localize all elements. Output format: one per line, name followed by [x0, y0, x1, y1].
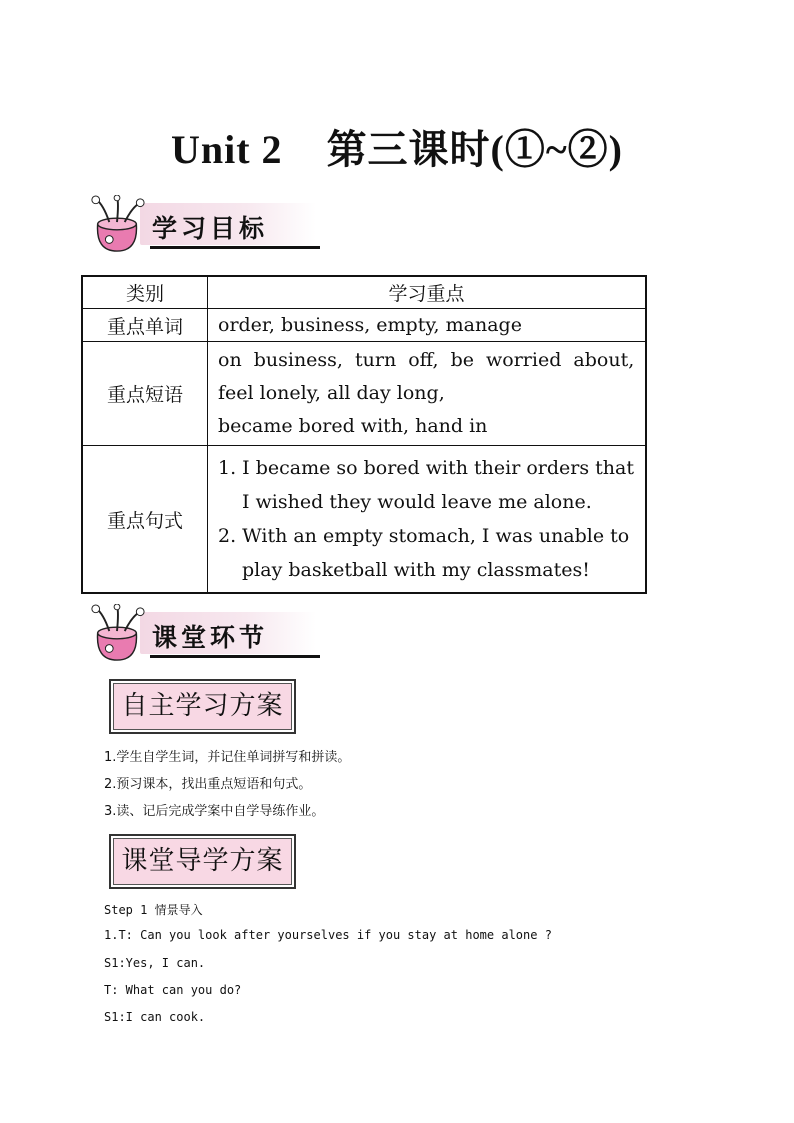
phrase-line: feel lonely, all day long,	[218, 382, 445, 404]
goals-section-header	[80, 193, 320, 253]
classroom-section-title: 课堂环节	[152, 623, 269, 652]
class-guide-label: 课堂导学方案	[109, 834, 296, 889]
classroom-section-header	[80, 602, 320, 662]
dialogue-line: T: What can you do?	[104, 983, 242, 997]
phrase-line: became bored with, hand in	[218, 415, 488, 437]
row-content: order, business, empty, manage	[208, 309, 647, 342]
goals-table	[81, 275, 647, 594]
goals-section-title: 学习目标	[152, 214, 269, 243]
unit-label: Unit 2	[170, 127, 283, 172]
flower-pot-icon	[88, 195, 146, 253]
row-content	[208, 446, 647, 594]
table-row	[82, 342, 646, 446]
dialogue-line: 1.T: Can you look after yourselves if you stay at home alone ?	[104, 928, 552, 942]
dialogue-line: S1:I can cook.	[104, 1010, 206, 1024]
table-row	[82, 309, 646, 342]
header-category: 类别	[82, 276, 208, 309]
table-header-row	[82, 276, 646, 309]
self-study-label: 自主学习方案	[109, 679, 296, 734]
row-category: 重点短语	[82, 342, 208, 446]
row-content	[208, 342, 647, 446]
flower-pot-icon	[88, 604, 146, 662]
table-row	[82, 446, 646, 594]
header-focus: 学习重点	[208, 276, 647, 309]
row-category: 重点单词	[82, 309, 208, 342]
phrase-line: on business, turn off, be worried about,	[218, 349, 635, 371]
list-item: 2.预习课本，找出重点短语和句式。	[104, 777, 312, 792]
sentence-item: 1. I became so bored with their orders that I wished they would leave me alone.	[218, 457, 634, 513]
sentence-item: 2. With an empty stomach, I was unable to play basketball with my classmates!	[218, 525, 630, 581]
dialogue-line: S1:Yes, I can.	[104, 956, 206, 970]
page-title	[0, 118, 794, 175]
row-category: 重点句式	[82, 446, 208, 594]
list-item: 3.读、记后完成学案中自学导练作业。	[104, 804, 325, 819]
lesson-label: 第三课时(①~②)	[326, 127, 624, 172]
list-item: 1.学生自学生词，并记住单词拼写和拼读。	[104, 750, 351, 765]
dialogue-line: Step 1 情景导入	[104, 903, 203, 917]
